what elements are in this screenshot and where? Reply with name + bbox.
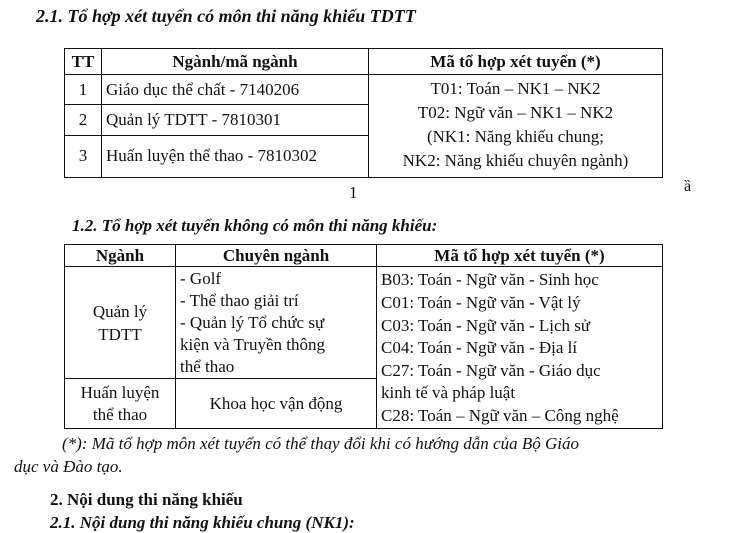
section-heading-1-2: 1.2. Tổ hợp xét tuyển không có môn thi năng khiếu: <box>72 216 438 235</box>
specialization-line: - Golf <box>180 269 222 288</box>
section-heading-2: 2. Nội dung thi năng khiếu <box>50 490 243 509</box>
specialization-line: - Quản lý Tổ chức sự <box>180 313 325 332</box>
combo-line: C27: Toán - Ngữ văn - Giáo dục <box>381 360 601 380</box>
cell-major: Huấn luyện thể thao - 7810302 <box>102 135 369 177</box>
combo-line: C03: Toán - Ngữ văn - Lịch sử <box>381 315 591 335</box>
section-subheading-2-1: 2.1. Nội dung thi năng khiếu chung (NK1): <box>50 513 355 532</box>
combo-line: NK2: Năng khiếu chuyên ngành) <box>402 151 629 170</box>
combo-line: B03: Toán - Ngữ văn - Sinh học <box>381 270 599 290</box>
combo-line: kinh tế và pháp luật <box>381 383 516 403</box>
section-heading-2-1: 2.1. Tổ hợp xét tuyển có môn thi năng khiếu TDTT <box>36 6 416 26</box>
cell-major <box>65 267 176 379</box>
cell-tt: 2 <box>65 105 102 135</box>
specialization-line: thể thao <box>180 357 235 376</box>
combo-line: (NK1: Năng khiếu chung; <box>426 127 605 146</box>
specialization-line: kiện và Truyền thông <box>180 335 325 354</box>
table-row <box>65 267 663 379</box>
th-major: Ngành <box>65 245 176 267</box>
major-line: Huấn luyện <box>80 382 160 402</box>
th-specialization: Chuyên ngành <box>176 245 377 267</box>
th-tt: TT <box>65 49 102 75</box>
margin-mark: ȁ <box>684 178 692 195</box>
table-non-aptitude-combinations <box>64 244 663 429</box>
specialization-line: - Thể thao giải trí <box>180 291 299 310</box>
combo-line: C28: Toán – Ngữ văn – Công nghệ <box>381 405 619 425</box>
cell-major <box>65 379 176 429</box>
combo-line: T01: Toán – NK1 – NK2 <box>430 79 601 98</box>
major-line: thể thao <box>92 404 148 424</box>
footnote-line: (*): Mã tổ hợp môn xét tuyển có thể thay đổi khi có hướng dẫn của Bộ Giáo <box>62 434 579 453</box>
cell-tt: 1 <box>65 75 102 105</box>
combo-line: T02: Ngữ văn – NK1 – NK2 <box>417 103 614 122</box>
th-combo: Mã tổ hợp xét tuyển (*) <box>377 245 663 267</box>
cell-tt: 3 <box>65 135 102 177</box>
major-line: Quản lý <box>92 301 148 321</box>
cell-combos <box>377 267 663 429</box>
th-major: Ngành/mã ngành <box>102 49 369 75</box>
cell-major: Quản lý TDTT - 7810301 <box>102 105 369 135</box>
combo-line: C04: Toán - Ngữ văn - Địa lí <box>381 338 578 358</box>
th-combo: Mã tổ hợp xét tuyển (*) <box>369 49 663 75</box>
footnote-line: dục và Đào tạo. <box>14 457 123 476</box>
cell-specialization <box>176 267 377 379</box>
cell-combos <box>369 75 663 178</box>
cell-specialization: Khoa học vận động <box>176 379 377 429</box>
combo-line: C01: Toán - Ngữ văn - Vật lý <box>381 293 581 313</box>
cell-major: Giáo dục thể chất - 7140206 <box>102 75 369 105</box>
page-number: 1 <box>349 183 358 202</box>
table-row <box>65 75 663 105</box>
major-line: TDTT <box>98 324 142 344</box>
table-aptitude-combinations <box>64 48 663 178</box>
